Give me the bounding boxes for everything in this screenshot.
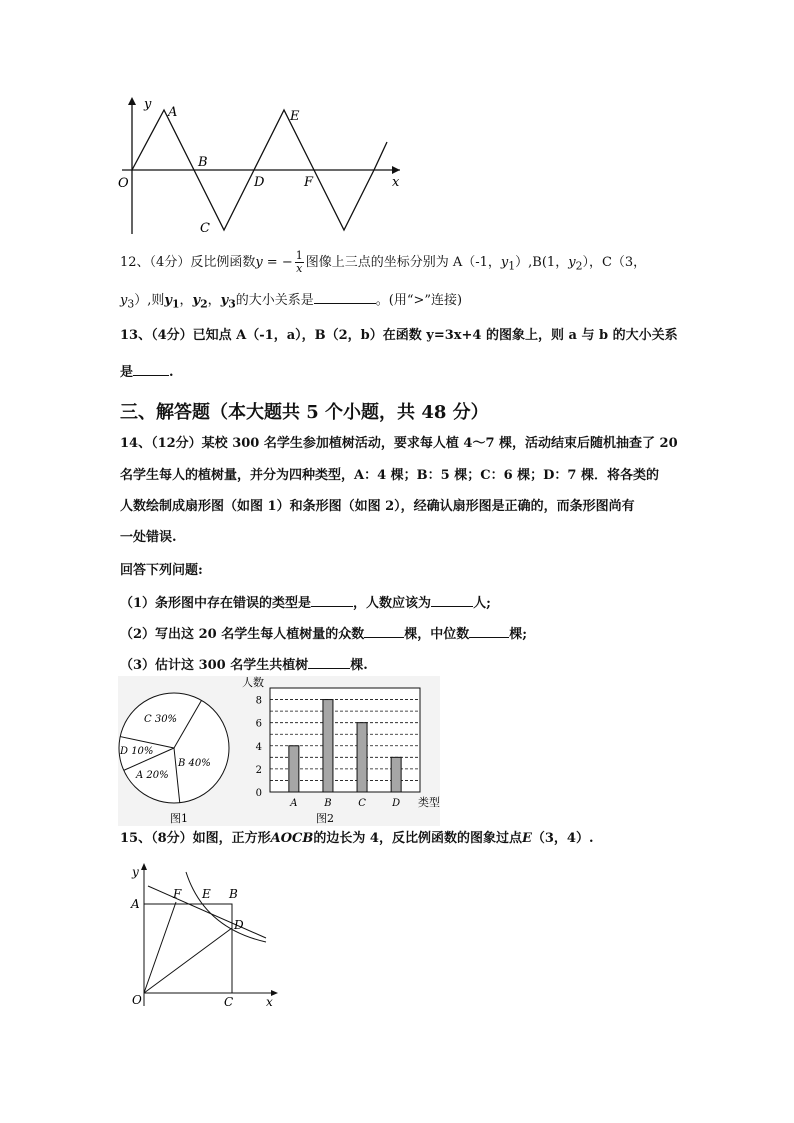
q14-sub2-blank1[interactable] [364, 624, 404, 638]
pie-label-B: B 40% [178, 758, 211, 769]
q12-frac-num: 1 [295, 249, 303, 262]
q14-sub1-blank2[interactable] [431, 593, 473, 607]
hyperbola-curve [186, 872, 266, 942]
q12-comma1: ， [179, 293, 193, 308]
q14-sub1-c: 人; [473, 596, 491, 611]
pie-caption: 图1 [170, 812, 188, 825]
q12-y1: y [500, 255, 509, 270]
q12-frac-den: x [296, 262, 303, 275]
bar-caption: 图2 [316, 812, 334, 825]
q14-line1: 14、（12分）某校 300 名学生参加植树活动，要求每人植 4～7 棵，活动结束后随机抽查了 20 [120, 436, 678, 451]
q13-is: 是 [120, 365, 134, 380]
bar-xtick-label-C: C [358, 798, 366, 809]
q13-line1: 13、（4分）已知点 A（-1，a），B（2，b）在函数 y=3x+4 的图象上，则 a 与 b 的大小关系 [120, 328, 678, 343]
charts-panel [118, 676, 440, 826]
sq-label-D: D [234, 918, 244, 932]
bar-chart [242, 676, 440, 809]
q14-sub2 [120, 624, 527, 644]
label-F: F [304, 175, 314, 190]
q14-sub1 [120, 593, 491, 613]
section-3-heading: 三、解答题（本大题共 5 个小题，共 48 分） [120, 402, 489, 423]
q12-answer-blank[interactable] [314, 290, 376, 304]
q15-coords: （3，4）. [531, 831, 594, 846]
bar-A [289, 746, 299, 792]
label-C: C [200, 221, 210, 236]
label-E: E [290, 109, 300, 124]
q12-intro: 12、（4分）反比例函数 [120, 255, 256, 270]
bar-D [391, 757, 401, 792]
q13-answer-blank[interactable] [133, 362, 169, 376]
q14-sub2-a: （2）写出这 20 名学生每人植树量的众数 [120, 627, 365, 642]
q12-sub1: 1 [508, 259, 516, 273]
bar-ytick-label: 6 [255, 718, 262, 730]
x-axis-arrow [392, 166, 400, 174]
pie-label-C: C 30% [144, 714, 178, 725]
q12-text-mid: 图像上三点的坐标分别为 A（-1， [305, 255, 501, 270]
q13-period: . [169, 365, 174, 380]
bar-ytick-label: 4 [255, 741, 262, 753]
segment-OD [144, 928, 232, 993]
q15-pre: 15、（8分）如图，正方形 [120, 831, 271, 846]
q12-sub3: 3 [127, 297, 135, 311]
sq-y-arrow [141, 863, 147, 870]
sq-label-C: C [224, 995, 234, 1009]
bar-xlabel: 类型 [418, 796, 440, 809]
sq-label-E: E [202, 887, 211, 901]
q12-pt-c: ），C（3， [582, 255, 647, 270]
bar-ytick-label: 8 [255, 695, 262, 707]
q13-line2 [120, 362, 174, 382]
pie-chart [119, 693, 229, 803]
q14-sub1-b: ，人数应该为 [353, 596, 432, 611]
q12-relation: 的大小关系是 [235, 293, 314, 308]
q14-sub1-blank1[interactable] [311, 593, 353, 607]
q12-y3: y [120, 293, 128, 308]
q14-line2: 名学生每人的植树量，并分为四种类型，A：4 棵；B：5 棵；C：6 棵；D：7 棵．将各类的 [120, 468, 659, 483]
q14-sub3 [120, 655, 368, 675]
label-x: x [392, 175, 400, 190]
q12-pt-b: ）,B(1， [515, 255, 569, 270]
segment-OF [144, 902, 176, 993]
label-A: A [168, 105, 178, 120]
y-axis-arrow [128, 97, 136, 105]
bar-B [323, 700, 333, 792]
q12-comma2: ， [207, 293, 221, 308]
label-y: y [144, 97, 152, 112]
q12-note: 。(用“>”连接) [375, 293, 463, 308]
bar-ytick-label: 0 [255, 788, 262, 799]
q15-line [120, 830, 594, 848]
q14-sub3-a: （3）估计这 300 名学生共植树 [120, 658, 309, 673]
sq-label-x: x [266, 995, 273, 1009]
q14-line4: 一处错误. [120, 530, 177, 545]
q12-fraction [295, 250, 304, 275]
label-O: O [118, 176, 129, 191]
q14-sub1-a: （1）条形图中存在错误的类型是 [120, 596, 312, 611]
q15-shape: AOCB [270, 831, 314, 846]
q14-prompt: 回答下列问题: [120, 563, 203, 578]
q14-sub2-b: 棵，中位数 [404, 627, 470, 642]
bar-C [357, 723, 367, 792]
q12-sub2: 2 [575, 259, 583, 273]
q14-line3: 人数绘制成扇形图（如图 1）和条形图（如图 2），经确认扇形图是正确的，而条形图尚有 [120, 499, 635, 514]
bar-xtick-label-B: B [324, 798, 332, 809]
sq-label-O: O [132, 993, 142, 1007]
bar-xtick-label-A: A [290, 798, 298, 809]
q12-list-y2: y [192, 293, 201, 308]
q14-sub2-c: 棵; [509, 627, 528, 642]
pie-label-A: A 20% [136, 770, 169, 781]
q12-list-y1: y [164, 293, 172, 308]
sq-label-B: B [229, 887, 238, 901]
q15-point: E [521, 831, 532, 846]
q12-list-y3: y [220, 293, 229, 308]
bar-ylabel: 人数 [242, 676, 264, 689]
sq-label-y: y [132, 865, 139, 879]
label-B: B [198, 155, 208, 170]
sq-label-A: A [131, 897, 140, 911]
q15-mid: 的边长为 4，反比例函数的图象过点 [313, 831, 522, 846]
sq-label-F: F [173, 887, 182, 901]
pie-label-D: D 10% [120, 746, 154, 757]
bar-xtick-label-D: D [392, 798, 401, 809]
q12-then: ）,则 [134, 293, 165, 308]
zigzag-figure [112, 92, 412, 240]
q14-sub2-blank2[interactable] [469, 624, 509, 638]
q12-equation: y = − [255, 255, 293, 270]
square-figure [118, 858, 288, 1010]
label-D: D [254, 175, 265, 190]
q14-sub3-blank[interactable] [308, 655, 350, 669]
q12-line2: $y_3$）,则$y_1$，$y_2$，$y_3$的大小关系是 。(用“>”连接) [120, 290, 462, 314]
q12-line1: 12、（4分）反比例函数y = − $\frac{1}{x}$ 图像上三点的坐标分别为 A（-1，$y_1),B(1$，$y_2$），C（3， [120, 249, 647, 275]
bar-ytick-label: 2 [255, 764, 262, 776]
q14-sub3-b: 棵. [350, 658, 368, 673]
